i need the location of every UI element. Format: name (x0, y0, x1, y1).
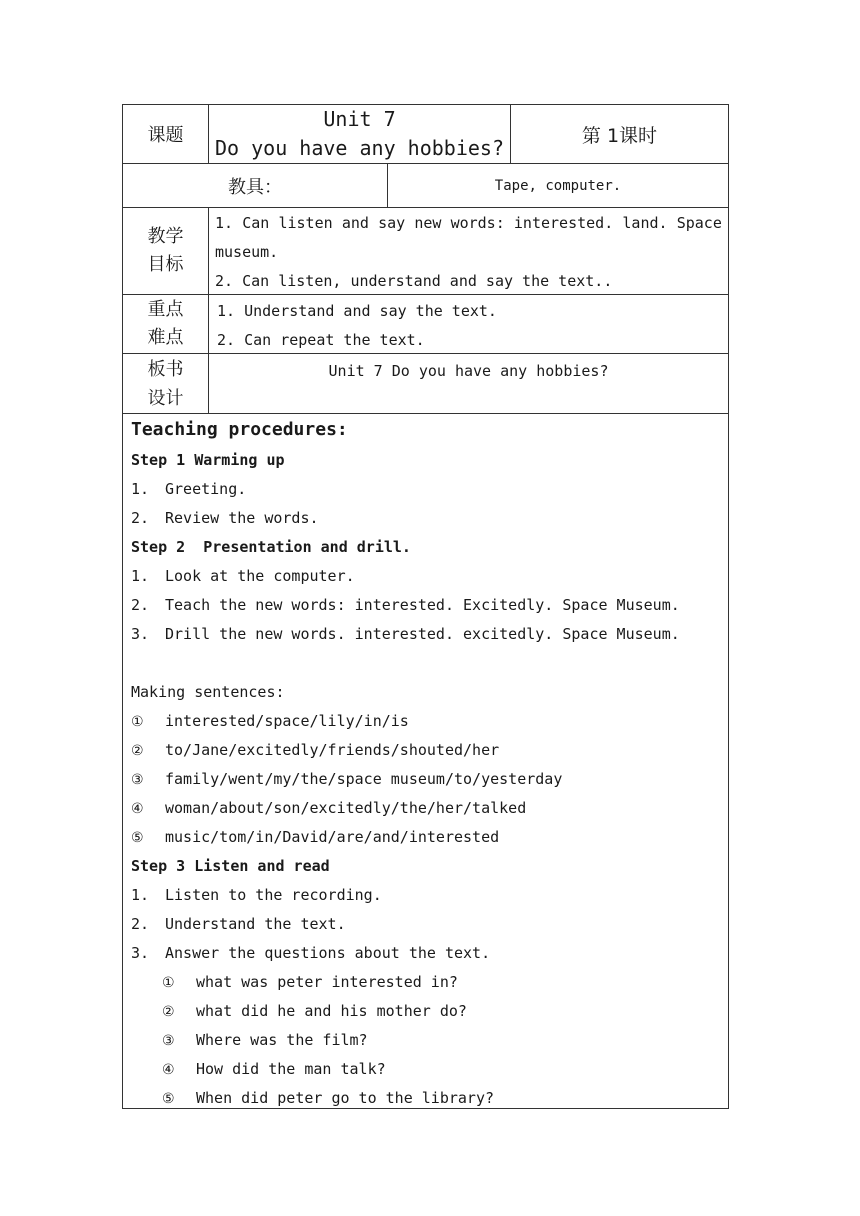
tools-label: 教具： (228, 176, 282, 198)
key-points-label-2: 难点 (147, 327, 184, 348)
question-item: ② what did he and his mother do? (162, 1002, 467, 1020)
question-item: ③ Where was the film? (162, 1031, 368, 1049)
key-point-item: 1. Understand and say the text. (217, 302, 497, 320)
step-3-heading: Step 3 Listen and read (131, 857, 330, 875)
objectives-label (123, 208, 208, 294)
unit-line: Unit 7 (323, 107, 396, 131)
list-item: 1. Look at the computer. (131, 567, 355, 585)
key-points-content (209, 297, 728, 353)
objective-word: interested. (513, 214, 614, 232)
topic-label: 课题 (147, 125, 184, 146)
objective-word: land. (622, 214, 668, 232)
sentence-item: ④ woman/about/son/excitedly/the/her/talked (131, 799, 527, 817)
lesson-title: Do you have any hobbies? (215, 136, 504, 160)
sentence-item: ① interested/space/lily/in/is (131, 712, 409, 730)
objective-word: 1. (215, 214, 234, 232)
objective-word: Space (676, 214, 722, 232)
sentence-item: ② to/Jane/excitedly/friends/shouted/her (131, 741, 500, 759)
objectives-label-2: 目标 (147, 254, 184, 275)
board-label-2: 设计 (147, 387, 184, 409)
objective-word: and (341, 214, 369, 232)
board-label-1: 板书 (147, 358, 184, 380)
row-divider (123, 207, 728, 208)
objective-word: new (414, 214, 442, 232)
lesson-plan-table (122, 104, 729, 1109)
step-1-heading: Step 1 Warming up (131, 451, 285, 469)
tools-value: Tape, computer. (494, 177, 622, 194)
procedures-section (123, 414, 728, 1108)
objectives-label-1: 教学 (147, 226, 184, 247)
objective-word: say (378, 214, 406, 232)
list-item: 1. Listen to the recording. (131, 886, 382, 904)
list-item: 3. Drill the new words. interested. excitedly. Space Museum. (131, 625, 680, 643)
lesson-number: 第 1课时 (581, 124, 658, 147)
question-item: ⑤ When did peter go to the library? (162, 1089, 495, 1107)
board-text: Unit 7 Do you have any hobbies? (328, 362, 609, 380)
list-item: 2. Teach the new words: interested. Excitedly. Space Museum. (131, 596, 680, 614)
procedures-title: Teaching procedures: (131, 419, 348, 440)
question-item: ① what was peter interested in? (162, 973, 458, 991)
objectives-content (209, 209, 728, 294)
list-item: 1. Greeting. (131, 480, 247, 498)
question-item: ④ How did the man talk? (162, 1060, 386, 1078)
board-label (123, 354, 208, 413)
objective-line-2: museum. (215, 243, 279, 261)
list-item: 3. Answer the questions about the text. (131, 944, 491, 962)
key-points-label (123, 295, 208, 353)
list-item: 2. Understand the text. (131, 915, 346, 933)
sentence-item: ③ family/went/my/the/space museum/to/yesterday (131, 770, 563, 788)
sentence-item: ⑤ music/tom/in/David/are/and/interested (131, 828, 500, 846)
objective-line-1 (215, 209, 722, 238)
key-point-item: 2. Can repeat the text. (217, 331, 425, 349)
objective-word: listen (278, 214, 333, 232)
list-item: 2. Review the words. (131, 509, 319, 527)
unit-title-cell (209, 105, 510, 163)
objective-word: Can (242, 214, 270, 232)
objective-word: words: (450, 214, 505, 232)
making-sentences-label: Making sentences: (131, 683, 285, 701)
step-2-heading: Step 2 Presentation and drill. (131, 538, 411, 556)
key-points-label-1: 重点 (147, 299, 184, 320)
objective-line-3: 2. Can listen, understand and say the text.. (215, 272, 613, 290)
